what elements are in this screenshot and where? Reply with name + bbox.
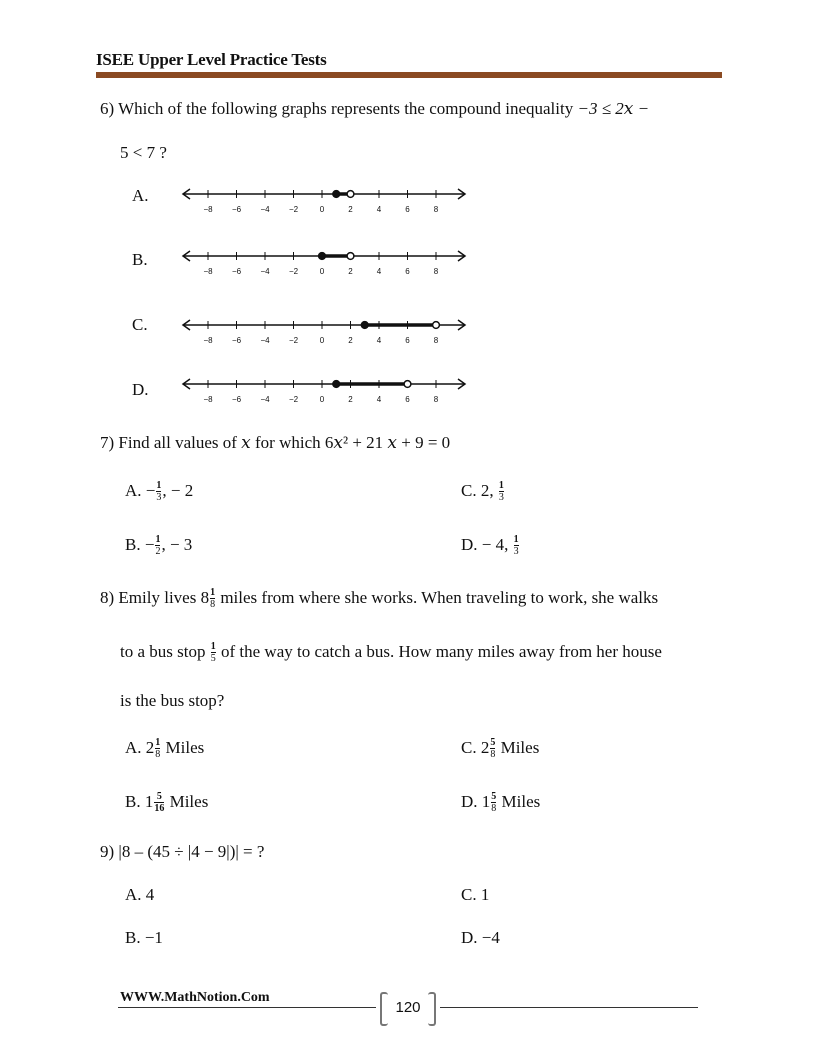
fraction-denominator: 8 — [155, 748, 161, 760]
tick-label: −6 — [231, 205, 242, 214]
tick-label: 0 — [319, 395, 325, 404]
tick-label: 2 — [348, 395, 353, 404]
mixed-number-whole: 2 — [480, 738, 490, 757]
footer-rule-left — [118, 1007, 376, 1008]
open-endpoint — [433, 322, 440, 329]
tick-label: 4 — [376, 205, 382, 214]
question-8-text-a: 8) Emily lives — [100, 588, 201, 607]
fraction-numerator: 1 — [210, 586, 216, 598]
q7-option-a — [125, 480, 193, 504]
q9-option-d-label: D. — [461, 928, 478, 947]
q6-option-c-label: C. — [132, 315, 148, 334]
question-7 — [100, 432, 450, 454]
tick-label: 6 — [405, 267, 410, 276]
tick-label: 8 — [433, 205, 439, 214]
tick-label: 8 — [433, 395, 439, 404]
tick-label: −8 — [203, 336, 213, 345]
fraction-denominator: 8 — [210, 598, 216, 610]
q7-option-b — [125, 534, 192, 558]
tick-label: 8 — [433, 267, 439, 276]
question-6-line2 — [120, 142, 167, 164]
tick-label: −2 — [288, 205, 299, 214]
q7-option-b-pre: − — [144, 535, 155, 554]
question-6-suffix: ? — [155, 143, 167, 162]
fraction-numerator: 1 — [498, 479, 504, 491]
fraction — [155, 534, 160, 557]
footer-rule-right — [440, 1007, 698, 1008]
q8-option-b-label: B. — [125, 792, 141, 811]
q7-option-d-label: D. — [461, 535, 478, 554]
closed-endpoint — [361, 322, 368, 329]
tick-label: −8 — [203, 205, 213, 214]
fraction — [154, 791, 164, 814]
q9-option-c — [461, 884, 489, 906]
unit-label: Miles — [161, 738, 205, 757]
q8-option-c — [461, 737, 539, 761]
tick-label: 6 — [405, 395, 410, 404]
fraction-numerator: 1 — [155, 736, 161, 748]
q6-number-line-a — [178, 182, 470, 223]
tick-label: 2 — [348, 205, 353, 214]
q7-option-c-label: C. — [461, 481, 477, 500]
tick-label: −8 — [203, 267, 213, 276]
tick-label: −4 — [260, 336, 270, 345]
fraction — [499, 480, 504, 503]
question-6-math-line2: 5 < 7 — [120, 143, 156, 162]
page-number-box — [380, 992, 436, 1022]
unit-label: Miles — [496, 738, 540, 757]
q6-number-line-b — [178, 244, 470, 285]
q7-option-d-pre: − 4, — [481, 535, 513, 554]
q9-option-c-value: 1 — [480, 885, 490, 904]
left-bracket — [380, 992, 388, 1026]
q9-option-d-value: −4 — [481, 928, 500, 947]
tick-label: −6 — [231, 336, 242, 345]
open-endpoint — [347, 253, 354, 260]
q8-option-a — [125, 737, 204, 761]
q9-option-a — [125, 884, 154, 906]
question-7-var: 𝑥 — [241, 433, 251, 452]
tick-label: −2 — [288, 395, 299, 404]
question-7-prefix: 7) Find all values of — [100, 433, 242, 452]
question-7-middle: for which — [250, 433, 325, 452]
fraction-numerator: 5 — [490, 736, 496, 748]
q9-option-b-value: −1 — [144, 928, 163, 947]
fraction-denominator: 3 — [513, 545, 519, 557]
tick-label: −8 — [203, 395, 213, 404]
q8-option-b — [125, 791, 208, 815]
fraction — [210, 587, 215, 610]
page-header-title: ISEE Upper Level Practice Tests — [96, 50, 327, 69]
q7-option-a-post: , − 2 — [162, 481, 194, 500]
fraction — [156, 480, 161, 503]
question-7-equation: 6𝑥² + 21 𝑥 + 9 = 0 — [324, 433, 451, 452]
fraction — [514, 534, 519, 557]
fraction-denominator: 3 — [156, 491, 162, 503]
q6-number-line-d — [178, 372, 470, 413]
q7-option-b-label: B. — [125, 535, 141, 554]
q8-option-c-label: C. — [461, 738, 477, 757]
tick-label: 4 — [376, 336, 382, 345]
q6-option-b-label: B. — [132, 250, 148, 269]
number-line-d-graphic — [178, 372, 470, 408]
question-8-line2 — [120, 641, 740, 665]
fraction-denominator: 8 — [490, 748, 496, 760]
fraction-numerator: 5 — [156, 790, 162, 802]
q8-option-d — [461, 791, 540, 815]
unit-label: Miles — [165, 792, 209, 811]
tick-label: 4 — [376, 267, 382, 276]
question-6 — [100, 98, 730, 120]
question-8-text-d: of the way to catch a bus. How many miles away from her house — [216, 642, 662, 661]
q7-option-c — [461, 480, 505, 504]
tick-label: −4 — [260, 395, 270, 404]
fraction — [491, 791, 496, 814]
tick-label: 2 — [348, 336, 353, 345]
tick-label: 0 — [319, 205, 325, 214]
q9-option-b — [125, 927, 163, 949]
q9-option-a-value: 4 — [145, 885, 155, 904]
number-line-c-graphic — [178, 313, 470, 349]
fraction — [211, 641, 216, 664]
question-8-line3: is the bus stop? — [120, 691, 225, 710]
tick-label: 2 — [348, 267, 353, 276]
footer-website: WWW.MathNotion.Com — [120, 990, 270, 1005]
mixed-number-whole: 2 — [145, 738, 155, 757]
mixed-number-whole: 1 — [144, 792, 154, 811]
q6-number-line-c — [178, 313, 470, 354]
q7-option-a-pre: − — [145, 481, 156, 500]
question-8-text-b: miles from where she works. When traveling to work, she walks — [216, 588, 659, 607]
fraction-denominator: 2 — [155, 545, 161, 557]
fraction — [155, 737, 160, 760]
tick-label: 0 — [319, 267, 325, 276]
open-endpoint — [347, 191, 354, 198]
fraction — [490, 737, 495, 760]
tick-label: −2 — [288, 336, 299, 345]
fraction-numerator: 1 — [155, 533, 161, 545]
fraction-numerator: 5 — [491, 790, 497, 802]
fraction-denominator: 5 — [210, 652, 216, 664]
tick-label: 6 — [405, 336, 410, 345]
page-number: 120 — [395, 998, 421, 1016]
closed-endpoint — [319, 253, 326, 260]
q9-option-b-label: B. — [125, 928, 141, 947]
number-line-b-graphic — [178, 244, 470, 280]
tick-label: 6 — [405, 205, 410, 214]
tick-label: −2 — [288, 267, 299, 276]
q7-option-b-post: , − 3 — [161, 535, 193, 554]
question-8-line1 — [100, 587, 740, 611]
open-endpoint — [404, 381, 411, 388]
fraction-numerator: 1 — [513, 533, 519, 545]
q8-option-d-label: D. — [461, 792, 478, 811]
number-line-a-graphic — [178, 182, 470, 218]
tick-label: 4 — [376, 395, 382, 404]
fraction-numerator: 1 — [210, 640, 216, 652]
q7-option-d — [461, 534, 520, 558]
closed-endpoint — [333, 191, 340, 198]
unit-label: Miles — [497, 792, 541, 811]
tick-label: −6 — [231, 395, 242, 404]
question-6-prefix: 6) Which of the following graphs represents the compound inequality — [100, 99, 578, 118]
q6-option-a-label: A. — [132, 186, 149, 205]
fraction-denominator: 16 — [154, 802, 165, 814]
closed-endpoint — [333, 381, 340, 388]
right-bracket — [428, 992, 436, 1026]
question-9: 9) |8 – (45 ÷ |4 − 9|)| = ? — [100, 842, 265, 861]
tick-label: 8 — [433, 336, 439, 345]
q8-option-a-label: A. — [125, 738, 142, 757]
header-divider — [96, 72, 722, 78]
mixed-number-whole: 8 — [200, 588, 210, 607]
question-6-math-line1: −3 ≤ 2𝑥 − — [577, 99, 650, 118]
tick-label: −4 — [260, 205, 270, 214]
q9-option-a-label: A. — [125, 885, 142, 904]
tick-label: 0 — [319, 336, 325, 345]
fraction-denominator: 3 — [498, 491, 504, 503]
q7-option-c-pre: 2, — [480, 481, 498, 500]
fraction-numerator: 1 — [156, 479, 162, 491]
q7-option-a-label: A. — [125, 481, 142, 500]
mixed-number-whole: 1 — [481, 792, 491, 811]
q6-option-d-label: D. — [132, 380, 149, 399]
tick-label: −4 — [260, 267, 270, 276]
question-8-text-c: to a bus stop — [120, 642, 210, 661]
tick-label: −6 — [231, 267, 242, 276]
q9-option-c-label: C. — [461, 885, 477, 904]
q9-option-d — [461, 927, 500, 949]
fraction-denominator: 8 — [491, 802, 497, 814]
